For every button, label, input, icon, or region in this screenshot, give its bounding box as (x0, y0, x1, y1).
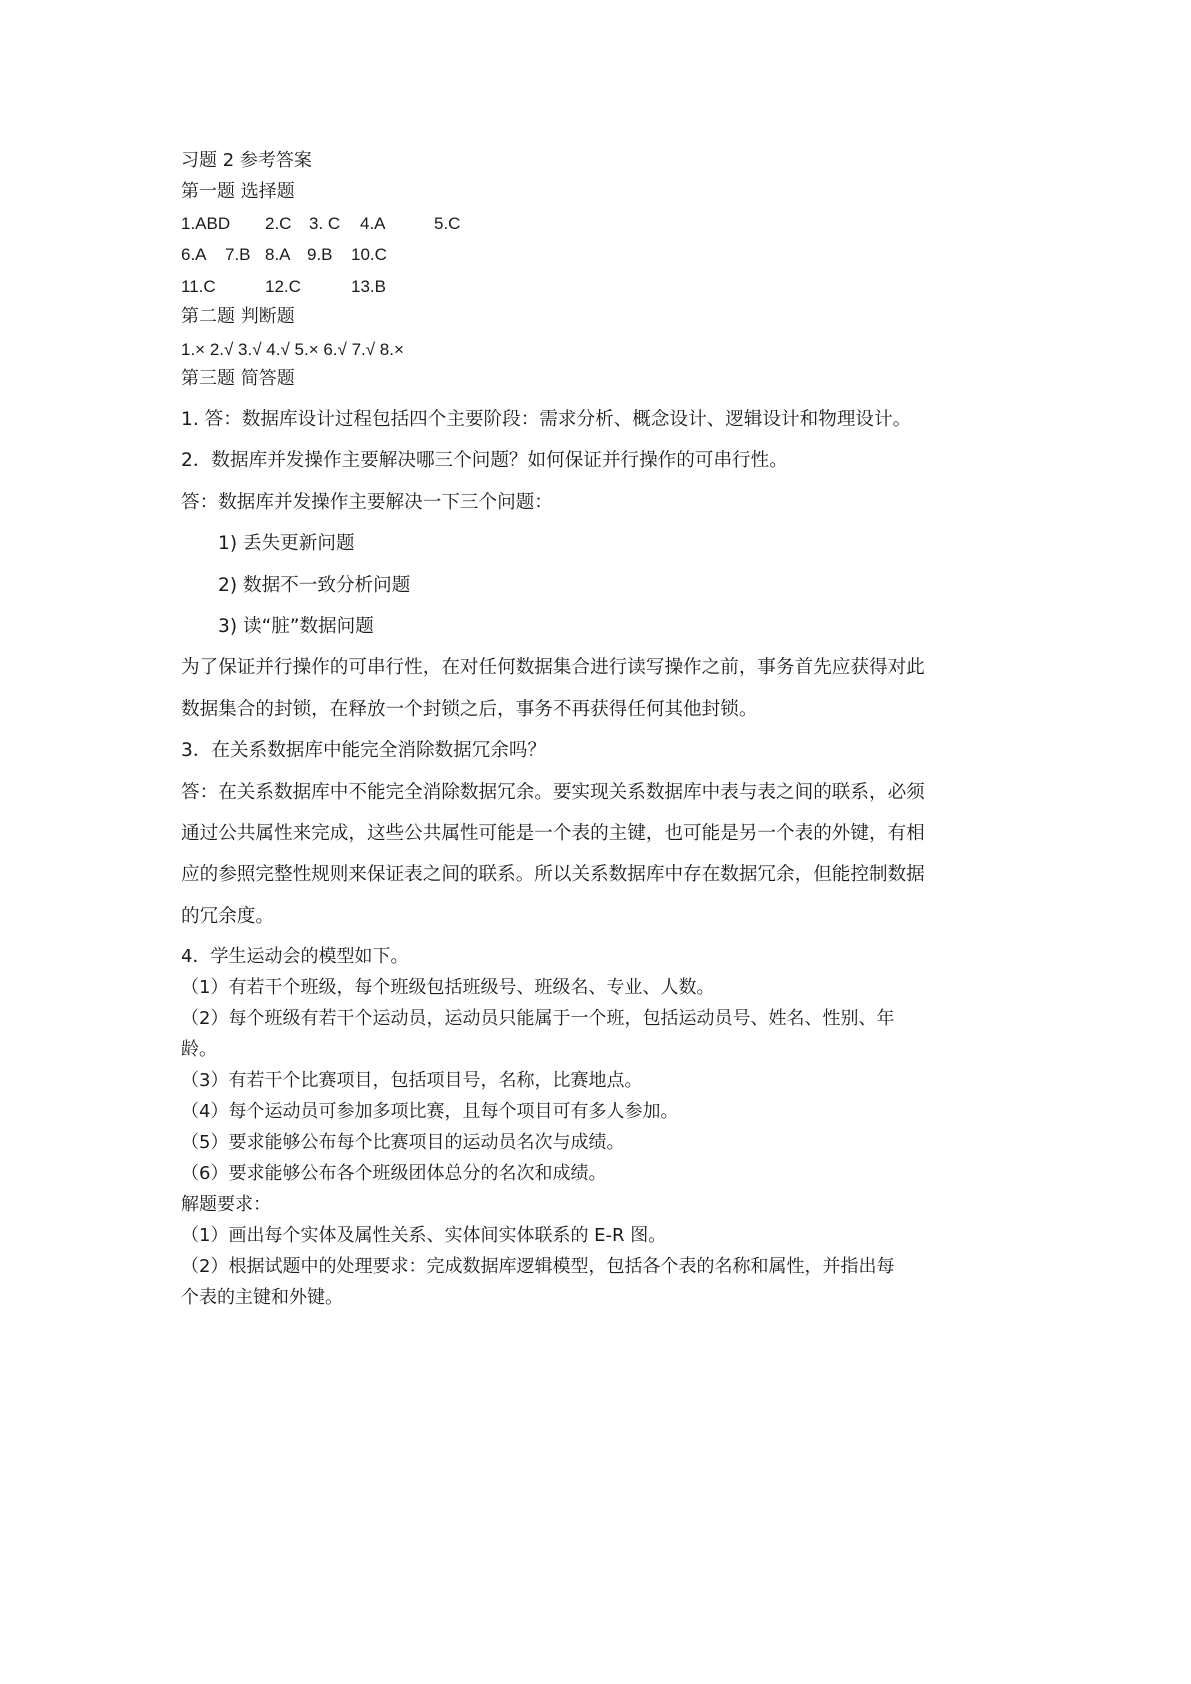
question-3: 3．在关系数据库中能完全消除数据冗余吗？ (181, 740, 547, 761)
list-item: （3）有若干个比赛项目，包括项目号，名称，比赛地点。 (181, 1070, 643, 1091)
question-4: 4．学生运动会的模型如下。 (181, 946, 409, 967)
choice-answer: 1.ABD (181, 214, 231, 233)
choice-answer: 13.B (351, 277, 386, 296)
choice-answer: 4.A (360, 214, 386, 233)
choice-answer: 7.B (225, 245, 251, 264)
choice-answer: 6.A (181, 245, 207, 264)
requirements-heading: 解题要求： (181, 1194, 271, 1215)
choice-answer: 9.B (307, 245, 333, 264)
question-2-answer-intro: 答：数据库并发操作主要解决一下三个问题： (181, 492, 553, 513)
question-2: 2．数据库并发操作主要解决哪三个问题？如何保证并行操作的可串行性。 (181, 450, 788, 471)
list-item: （5）要求能够公布每个比赛项目的运动员名次与成绩。 (181, 1132, 625, 1153)
paragraph-line: 应的参照完整性规则来保证表之间的联系。所以关系数据库中存在数据冗余，但能控制数据 (181, 864, 925, 885)
choice-answer: 3. C (309, 214, 341, 233)
list-item: （1）有若干个班级，每个班级包括班级号、班级名、专业、人数。 (181, 977, 715, 998)
section3-heading: 第三题 简答题 (181, 368, 295, 389)
paragraph-line: 的冗余度。 (181, 906, 274, 927)
list-item: （2）每个班级有若干个运动员，运动员只能属于一个班，包括运动员号、姓名、性别、年 (181, 1008, 895, 1029)
question-1-answer: 1. 答：数据库设计过程包括四个主要阶段：需求分析、概念设计、逻辑设计和物理设计。 (181, 409, 912, 430)
list-item: （6）要求能够公布各个班级团体总分的名次和成绩。 (181, 1163, 607, 1184)
choice-answer: 12.C (265, 277, 301, 296)
list-item: （4）每个运动员可参加多项比赛，且每个项目可有多人参加。 (181, 1101, 679, 1122)
paragraph-line: 为了保证并行操作的可串行性，在对任何数据集合进行读写操作之前，事务首先应获得对此 (181, 657, 925, 678)
section1-heading: 第一题 选择题 (181, 181, 295, 202)
paragraph-line: 答：在关系数据库中不能完全消除数据冗余。要实现关系数据库中表与表之间的联系，必须 (181, 782, 925, 803)
choice-answer: 11.C (181, 277, 216, 296)
choice-answer: 2.C (265, 214, 292, 233)
section2-heading: 第二题 判断题 (181, 306, 295, 327)
list-item: 3) 读“脏”数据问题 (218, 616, 374, 637)
list-item: 个表的主键和外键。 (181, 1287, 343, 1308)
paragraph-line: 通过公共属性来完成，这些公共属性可能是一个表的主键，也可能是另一个表的外键，有相 (181, 823, 925, 844)
list-item: （2）根据试题中的处理要求：完成数据库逻辑模型，包括各个表的名称和属性，并指出每 (181, 1256, 895, 1277)
choice-answer: 10.C (351, 245, 387, 264)
choice-answer: 8.A (265, 245, 291, 264)
list-item: （1）画出每个实体及属性关系、实体间实体联系的 E-R 图。 (181, 1225, 667, 1246)
document-title: 习题 2 参考答案 (181, 150, 312, 171)
list-item: 1) 丢失更新问题 (218, 533, 355, 554)
judgement-answers: 1.× 2.√ 3.√ 4.√ 5.× 6.√ 7.√ 8.× (181, 340, 404, 359)
paragraph-line: 数据集合的封锁，在释放一个封锁之后，事务不再获得任何其他封锁。 (181, 699, 758, 720)
choice-answer: 5.C (434, 214, 461, 233)
list-item: 2) 数据不一致分析问题 (218, 575, 411, 596)
list-item: 龄。 (181, 1039, 217, 1060)
